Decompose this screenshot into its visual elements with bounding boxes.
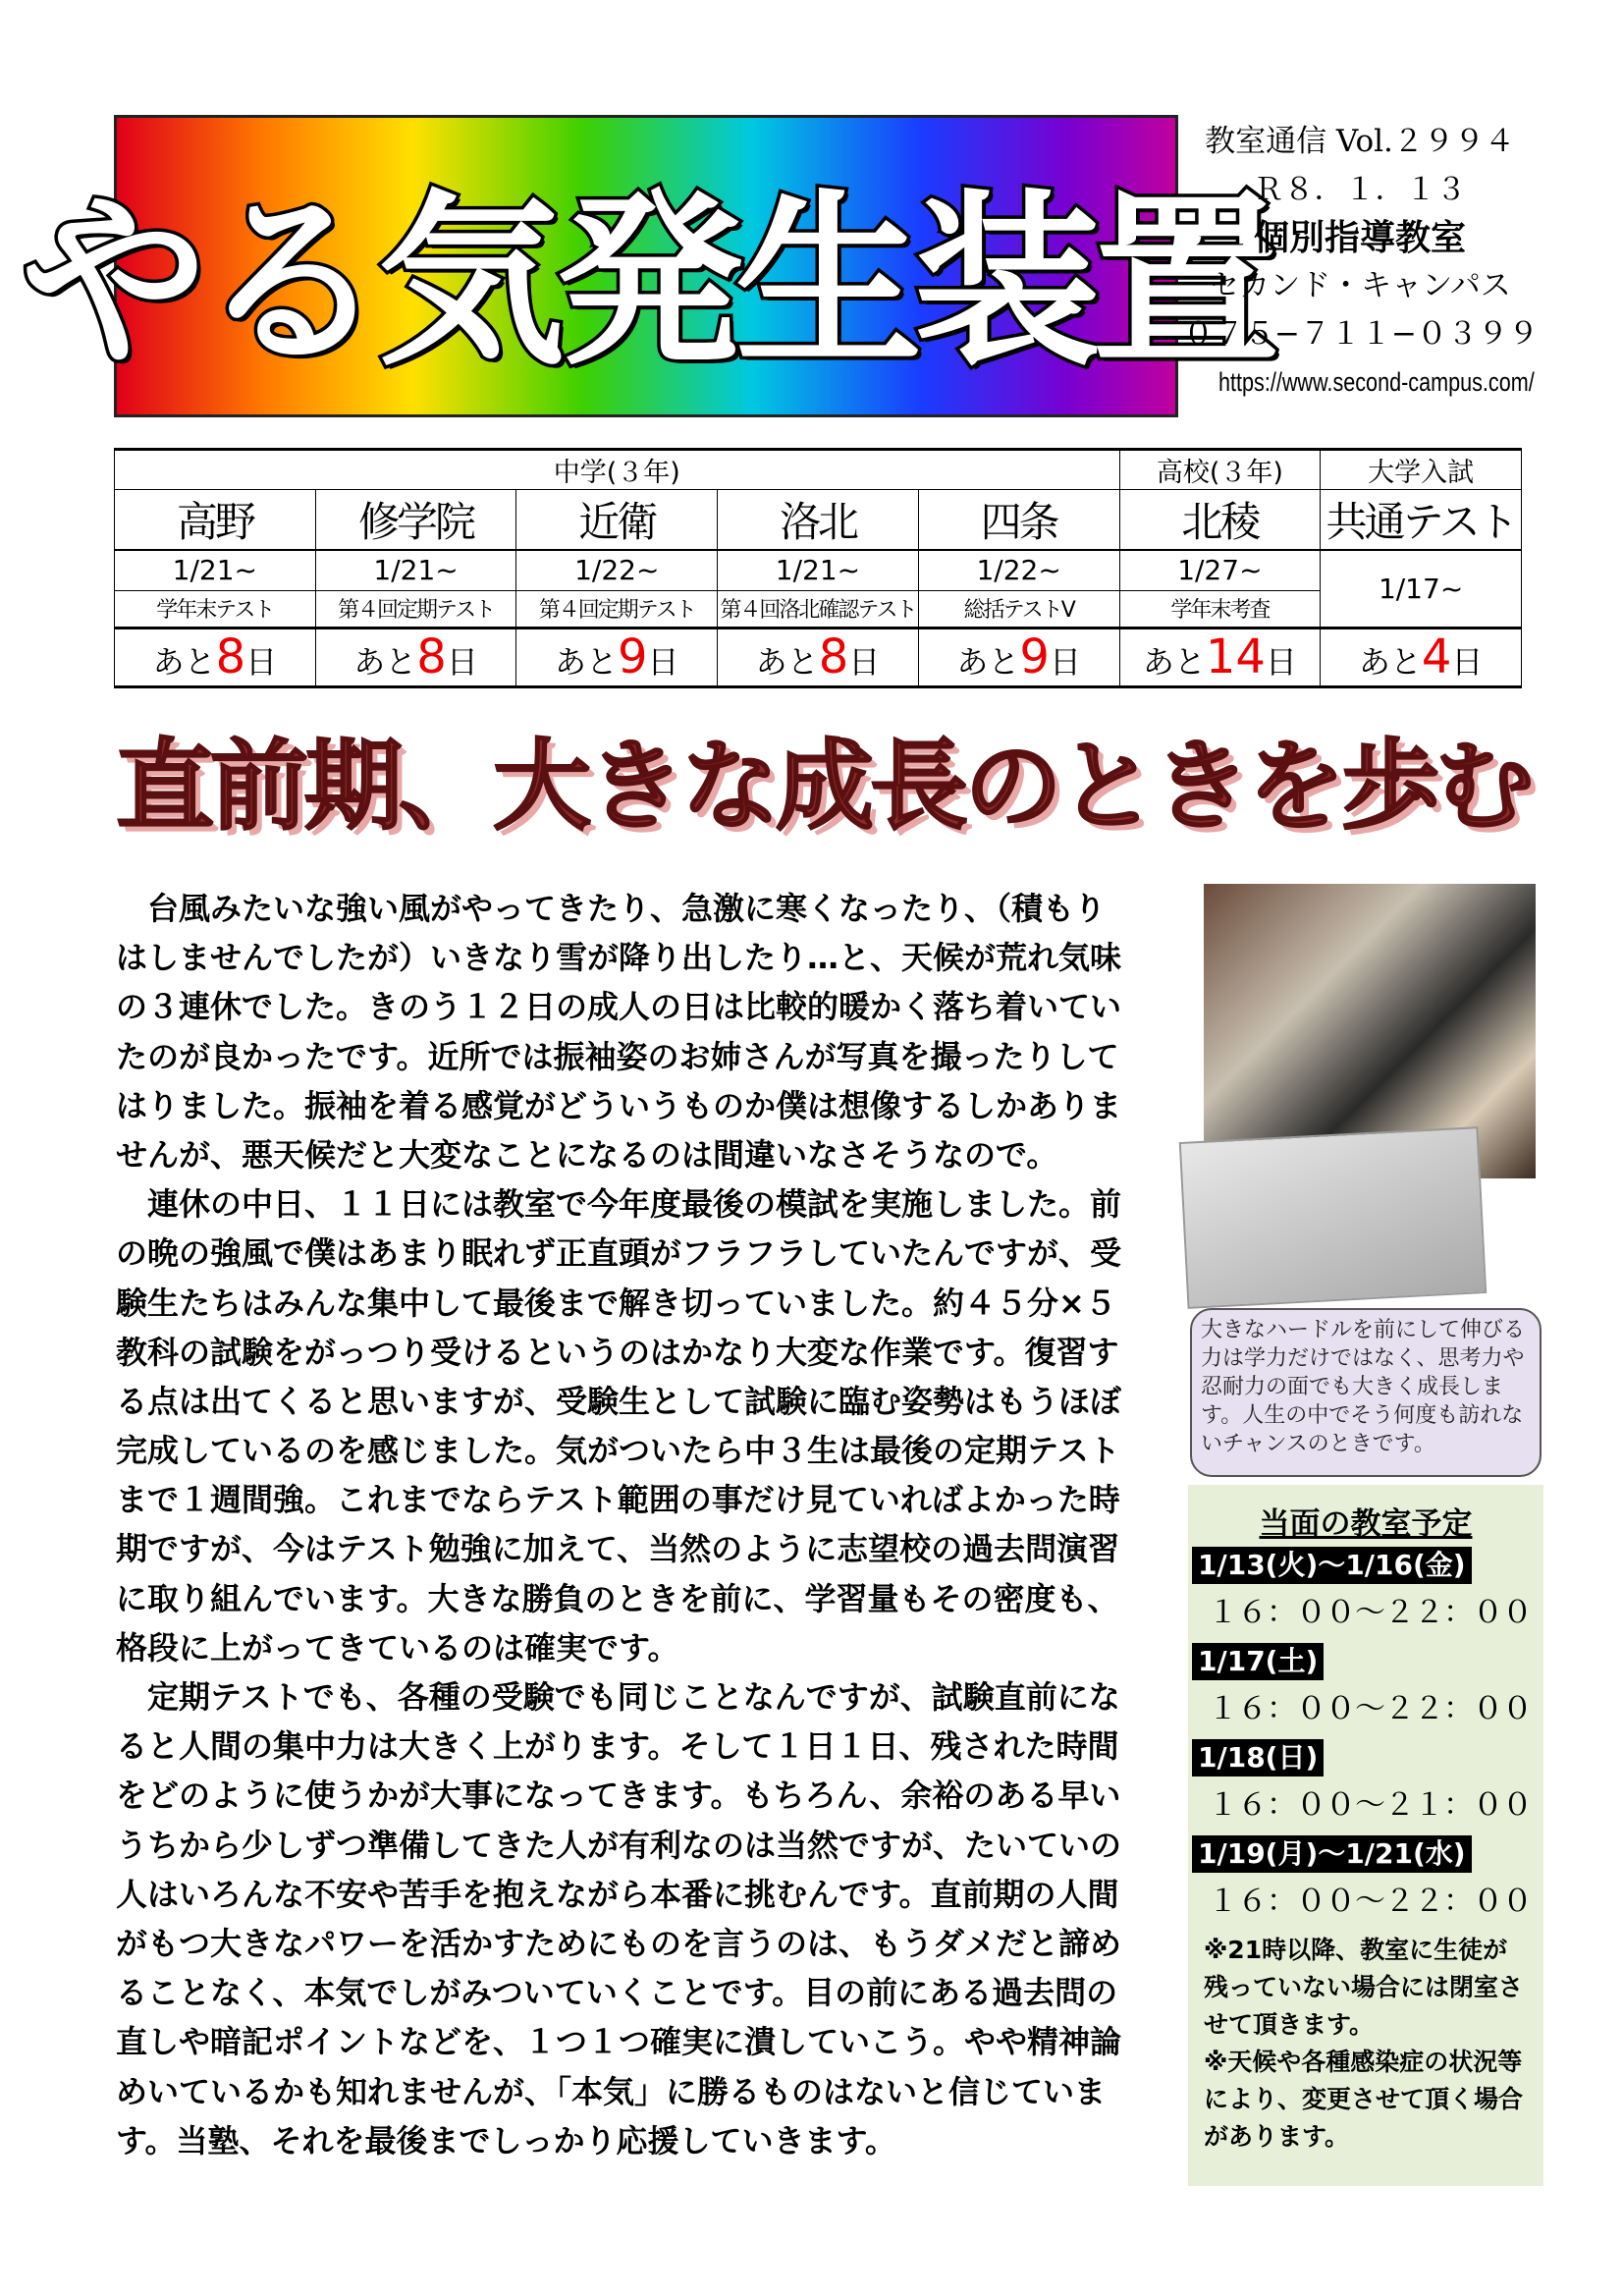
phone-number: ０７５−７１１−０３９９ [1183, 316, 1539, 352]
countdown-suffix: 日 [245, 643, 278, 681]
headline: 直前期、大きな成長のときを歩む [116, 729, 1530, 844]
group-junior-high: 中学(３年) [115, 450, 1120, 490]
body-line: 直しや暗記ポイントなどを、１つ１つ確実に潰していこう。やや精神論 [116, 2023, 1122, 2061]
schedule-item [1198, 1547, 1532, 1643]
countdown-suffix: 日 [1265, 643, 1297, 681]
schedule-date-label: 1/13(火)～1/16(金) [1192, 1547, 1472, 1584]
schedule-title: 当面の教室予定 [1259, 1506, 1473, 1542]
body-line: たのが良かったです。近所では振袖姿のお姉さんが写真を撮ったりして [116, 1037, 1119, 1075]
school-name-cell: 北稜 [1119, 490, 1321, 551]
body-line: 連休の中日、１１日には教室で今年度最後の模試を実施しました。前 [116, 1185, 1122, 1224]
countdown-prefix: あと [554, 643, 618, 681]
countdown-prefix: あと [956, 643, 1020, 681]
exam-name-cell: 学年末考査 [1119, 590, 1321, 628]
body-line: に取り組んでいます。大きな勝負のときを前に、学習量もその密度も、 [116, 1579, 1119, 1617]
countdown-days: 4 [1421, 629, 1452, 684]
issue-date: Ｒ８．１．１３ [1253, 172, 1467, 207]
exam-date-cell: 1/22~ [516, 550, 718, 590]
body-line: 格段に上がってきているのは確実です。 [116, 1628, 679, 1667]
body-line: 完成しているのを感じました。気がついたら中３生は最後の定期テスト [116, 1432, 1120, 1470]
countdown-suffix: 日 [1049, 643, 1081, 681]
exam-paper-photo [1179, 1126, 1487, 1309]
countdown-suffix: 日 [1451, 643, 1484, 681]
school-name-cell: 近衛 [516, 490, 718, 551]
schedule-hours: １６：００～２２：００ [1208, 1595, 1532, 1630]
countdown-prefix: あと [353, 643, 417, 681]
countdown-prefix: あと [152, 643, 216, 681]
exam-name-cell: 学年末テスト [115, 590, 316, 628]
body-line: はしませんでしたが）いきなり雪が降り出したり…と、天候が荒れ気味 [116, 939, 1122, 977]
body-line: の３連休でした。きのう１２日の成人の日は比較的暖かく落ち着いてい [116, 988, 1122, 1026]
countdown-cell [315, 628, 516, 686]
body-line: 期ですが、今はテスト勉強に加えて、当然のように志望校の過去問演習 [116, 1530, 1120, 1568]
schedule-date-label: 1/19(月)～1/21(水) [1192, 1835, 1472, 1873]
school-type: 個別指導教室 [1253, 217, 1466, 258]
body-line: めいているかも知れませんが、「本気」に勝るものはないと信じていま [116, 2072, 1107, 2110]
body-line: うちから少しずつ準備してきた人が有利なのは当然ですが、たいていの [116, 1826, 1122, 1864]
countdown-prefix: あと [1142, 643, 1206, 681]
website-link[interactable]: https://www.second-campus.com/ [1218, 367, 1535, 397]
body-line: はりました。振袖を着る感覚がどういうものか僕は想像するしかありま [116, 1086, 1122, 1124]
countdown-days: 8 [818, 629, 849, 684]
countdown-days: 9 [617, 629, 648, 684]
countdown-cell [115, 628, 316, 686]
classroom-schedule [1188, 1485, 1543, 2186]
exam-name-cell: 第４回定期テスト [315, 590, 516, 628]
header-info [1183, 118, 1537, 407]
schedule-item [1198, 1739, 1532, 1835]
body-line: 人はいろんな不安や苦手を抱えながら本番に挑むんです。直前期の人間 [116, 1875, 1119, 1913]
group-high-school: 高校(３年) [1119, 450, 1321, 490]
exam-date-cell: 1/21~ [115, 550, 316, 590]
schedule-date-label: 1/18(日) [1192, 1739, 1324, 1777]
body-line: ると人間の集中力は大きく上がります。そして１日１日、残された時間 [116, 1727, 1119, 1766]
body-line: 験生たちはみんな集中して最後まで解き切っていました。約４５分×５ [116, 1284, 1116, 1322]
school-name-cell: 共通テスト [1321, 490, 1522, 551]
countdown-cell [1321, 628, 1522, 686]
exam-date-cell: 1/17~ [1321, 550, 1522, 628]
body-line: せんが、悪天候だと大変なことになるのは間違いなさそうなので。 [116, 1135, 1058, 1174]
schedule-note: ※21時以降、教室に生徒が残っていない場合には閉室させて頂きます。 [1204, 1936, 1524, 2039]
countdown-cell [918, 628, 1119, 686]
countdown-days: 14 [1205, 629, 1266, 684]
countdown-prefix: あと [755, 643, 819, 681]
body-line: をどのように使うかが大事になってきます。もちろん、余裕のある早い [116, 1777, 1121, 1815]
schedule-hours: １６：００～２１：００ [1208, 1787, 1532, 1823]
countdown-days: 8 [215, 629, 246, 684]
school-name-cell: 洛北 [718, 490, 919, 551]
body-line: 教科の試験をがっつり受けるというのはかなり大変な作業です。復習す [116, 1333, 1119, 1371]
school-name-cell: 高野 [115, 490, 316, 551]
body-line: る点は出てくると思いますが、受験生として試験に臨む姿勢はもうほぼ [116, 1382, 1122, 1420]
schedule-date-label: 1/17(土) [1192, 1643, 1324, 1680]
countdown-suffix: 日 [446, 643, 478, 681]
exam-date-cell: 1/21~ [315, 550, 516, 590]
countdown-days: 8 [416, 629, 447, 684]
countdown-cell [516, 628, 718, 686]
body-line: 台風みたいな強い風がやってきたり、急激に寒くなったり、（積もり [116, 890, 1107, 927]
countdown-suffix: 日 [647, 643, 679, 681]
logo-title: やる気発生装置 [21, 173, 1272, 391]
issue-number: 教室通信 Vol.２９９４ [1205, 124, 1515, 159]
group-university: 大学入試 [1321, 450, 1522, 490]
exam-countdown-table [114, 448, 1522, 688]
exam-name-cell: 第４回洛北確認テスト [718, 590, 919, 628]
body-line: 定期テストでも、各種の受験でも同じことなんですが、試験直前にな [116, 1678, 1120, 1716]
exam-name-cell: 第４回定期テスト [516, 590, 718, 628]
body-line: ることなく、本気でしがみついていくことです。目の前にある過去問の [116, 1974, 1118, 2012]
countdown-cell [718, 628, 919, 686]
exam-date-cell: 1/21~ [718, 550, 919, 590]
schedule-note: ※天候や各種感染症の状況等により、変更させて頂く場合があります。 [1204, 2048, 1524, 2151]
countdown-suffix: 日 [848, 643, 881, 681]
newsletter-logo [21, 115, 1272, 417]
countdown-prefix: あと [1358, 643, 1422, 681]
article-body [116, 884, 1176, 2165]
countdown-days: 9 [1019, 629, 1050, 684]
body-line: の晩の強風で僕はあまり眠れず正直頭がフラフラしていたんですが、受 [116, 1234, 1122, 1273]
body-line: す。当塾、それを最後までしっかり応援していきます。 [116, 2121, 896, 2159]
school-name-cell: 四条 [918, 490, 1119, 551]
countdown-cell [1119, 628, 1321, 686]
body-line: がもつ大きなパワーを活かすためにものを言うのは、もうダメだと諦め [116, 1924, 1122, 1962]
photo-caption: 大きなハードルを前にして伸びる力は学力だけではなく、思考力や忍耐力の面でも大きく成長します。人生の中でそう何度も訪れないチャンスのときです。 [1190, 1308, 1542, 1477]
school-name-cell: 修学院 [315, 490, 516, 551]
exam-date-cell: 1/22~ [918, 550, 1119, 590]
exam-date-cell: 1/27~ [1119, 550, 1321, 590]
schedule-item [1198, 1835, 1532, 1932]
schedule-hours: １６：００～２２：００ [1208, 1691, 1532, 1726]
school-name: セカンド・キャンパス [1209, 268, 1511, 303]
schedule-item [1198, 1643, 1532, 1739]
body-line: まで１週間強。これまでならテスト範囲の事だけ見ていればよかった時 [116, 1481, 1120, 1519]
schedule-hours: １６：００～２２：００ [1208, 1884, 1532, 1919]
exam-name-cell: 総括テストⅤ [918, 590, 1119, 628]
